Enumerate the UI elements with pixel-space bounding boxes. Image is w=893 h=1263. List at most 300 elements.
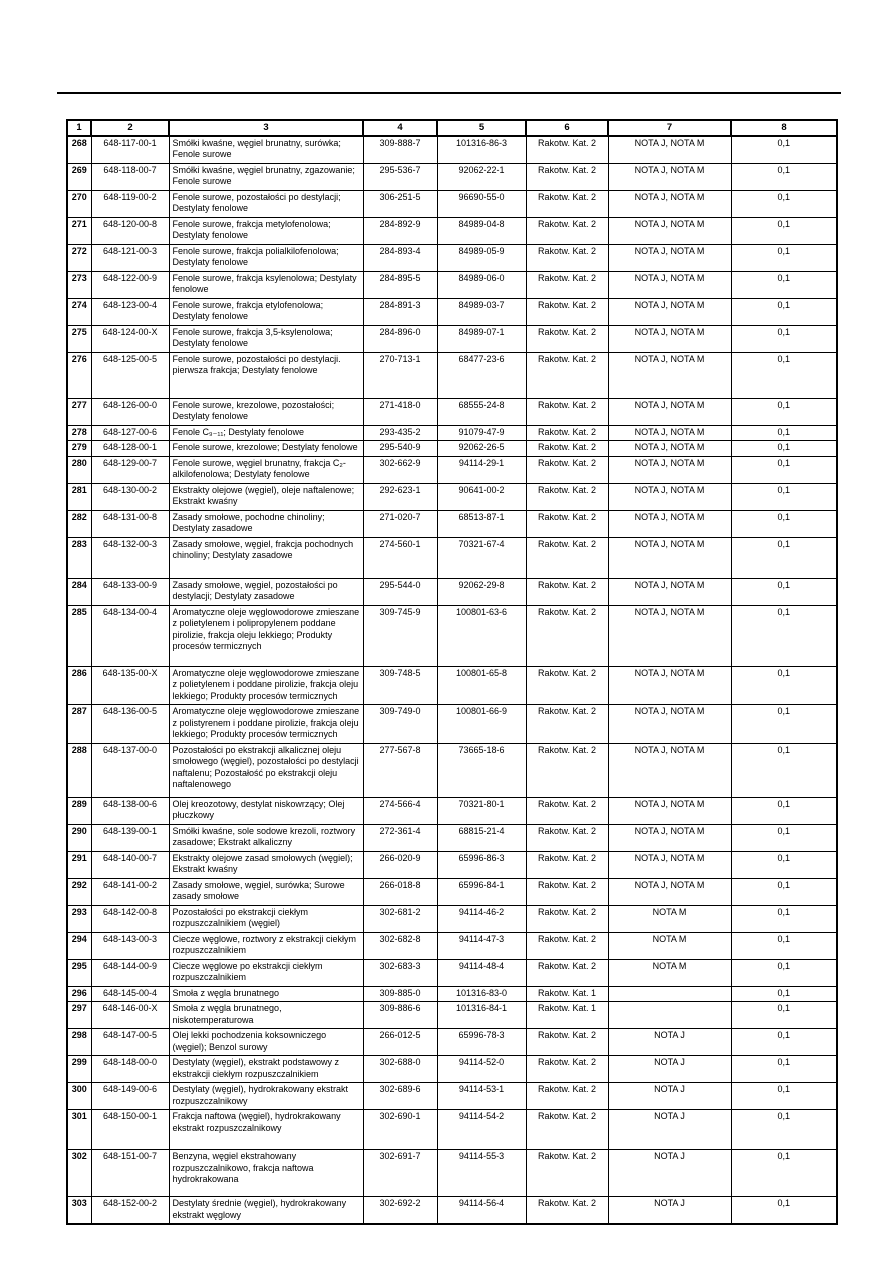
table-row [67,797,837,824]
classification: Rakotw. Kat. 2 [526,1029,608,1056]
row-number: 297 [67,1002,91,1029]
ec-number: 270-713-1 [363,352,437,398]
classification: Rakotw. Kat. 2 [526,298,608,325]
table-row [67,605,837,666]
concentration-limit: 0,1 [731,163,837,190]
notes: NOTA J, NOTA M [608,271,731,298]
concentration-limit: 0,1 [731,705,837,744]
index-number: 648-143-00-3 [91,932,169,959]
cas-number: 68815-21-4 [437,824,526,851]
ec-number: 274-566-4 [363,797,437,824]
concentration-limit: 0,1 [731,824,837,851]
index-number: 648-119-00-2 [91,190,169,217]
index-number: 648-144-00-9 [91,959,169,986]
cas-number: 96690-55-0 [437,190,526,217]
table-row [67,705,837,744]
classification: Rakotw. Kat. 2 [526,743,608,797]
row-number: 292 [67,878,91,905]
ec-number: 271-020-7 [363,510,437,537]
table-header [67,120,837,136]
row-number: 286 [67,666,91,705]
notes: NOTA M [608,905,731,932]
ec-number: 302-692-2 [363,1197,437,1225]
classification: Rakotw. Kat. 1 [526,1002,608,1029]
ec-number: 271-418-0 [363,398,437,425]
row-number: 301 [67,1110,91,1150]
row-number: 288 [67,743,91,797]
notes: NOTA J [608,1197,731,1225]
index-number: 648-131-00-8 [91,510,169,537]
notes: NOTA J, NOTA M [608,797,731,824]
table-row [67,1083,837,1110]
substances-table [66,119,838,1225]
cas-number: 68555-24-8 [437,398,526,425]
substance-name: Olej lekki pochodzenia koksowniczego (węgiel); Benzol surowy [169,1029,363,1056]
concentration-limit: 0,1 [731,932,837,959]
table-row [67,298,837,325]
column-header: 6 [526,120,608,136]
concentration-limit: 0,1 [731,190,837,217]
index-number: 648-121-00-3 [91,244,169,271]
table-row [67,398,837,425]
index-number: 648-125-00-5 [91,352,169,398]
table-row [67,1197,837,1225]
substance-name: Fenole surowe, frakcja etylofenolowa; Destylaty fenolowe [169,298,363,325]
table-row [67,666,837,705]
notes: NOTA J, NOTA M [608,425,731,441]
concentration-limit: 0,1 [731,537,837,578]
index-number: 648-123-00-4 [91,298,169,325]
substance-name: Ekstrakty olejowe zasad smołowych (węgiel); Ekstrakt kwaśny [169,851,363,878]
ec-number: 292-623-1 [363,483,437,510]
index-number: 648-130-00-2 [91,483,169,510]
notes: NOTA J, NOTA M [608,605,731,666]
column-header: 2 [91,120,169,136]
index-number: 648-141-00-2 [91,878,169,905]
cas-number: 92062-29-8 [437,578,526,605]
classification: Rakotw. Kat. 2 [526,325,608,352]
notes: NOTA J, NOTA M [608,441,731,457]
notes: NOTA J, NOTA M [608,510,731,537]
table-row [67,217,837,244]
column-header: 1 [67,120,91,136]
cas-number: 70321-80-1 [437,797,526,824]
notes: NOTA J [608,1056,731,1083]
substance-name: Fenole surowe, frakcja polialkilofenolowa; Destylaty fenolowe [169,244,363,271]
notes: NOTA J, NOTA M [608,298,731,325]
index-number: 648-129-00-7 [91,456,169,483]
ec-number: 302-690-1 [363,1110,437,1150]
table-row [67,1150,837,1197]
classification: Rakotw. Kat. 2 [526,666,608,705]
ec-number: 309-745-9 [363,605,437,666]
cas-number: 84989-06-0 [437,271,526,298]
table-row [67,1029,837,1056]
table-row [67,456,837,483]
classification: Rakotw. Kat. 2 [526,352,608,398]
classification: Rakotw. Kat. 2 [526,605,608,666]
notes [608,986,731,1002]
notes: NOTA J, NOTA M [608,851,731,878]
cas-number: 90641-00-2 [437,483,526,510]
cas-number: 94114-53-1 [437,1083,526,1110]
classification: Rakotw. Kat. 2 [526,878,608,905]
cas-number: 92062-22-1 [437,163,526,190]
notes: NOTA J [608,1150,731,1197]
classification: Rakotw. Kat. 2 [526,1083,608,1110]
classification: Rakotw. Kat. 2 [526,851,608,878]
substance-name: Smoła z węgla brunatnego [169,986,363,1002]
notes: NOTA J, NOTA M [608,824,731,851]
classification: Rakotw. Kat. 2 [526,483,608,510]
classification: Rakotw. Kat. 2 [526,163,608,190]
substance-name: Ciecze węglowe po ekstrakcji ciekłym rozpuszczalnikiem [169,959,363,986]
index-number: 648-133-00-9 [91,578,169,605]
ec-number: 309-888-7 [363,136,437,164]
cas-number: 68477-23-6 [437,352,526,398]
index-number: 648-126-00-0 [91,398,169,425]
row-number: 280 [67,456,91,483]
substance-name: Zasady smołowe, węgiel, surówka; Surowe zasady smołowe [169,878,363,905]
table-row [67,244,837,271]
table-row [67,325,837,352]
table-row [67,1056,837,1083]
notes: NOTA J, NOTA M [608,666,731,705]
substance-name: Zasady smołowe, węgiel, pozostałości po destylacji; Destylaty zasadowe [169,578,363,605]
cas-number: 65996-78-3 [437,1029,526,1056]
classification: Rakotw. Kat. 2 [526,797,608,824]
row-number: 302 [67,1150,91,1197]
notes: NOTA J, NOTA M [608,325,731,352]
ec-number: 309-748-5 [363,666,437,705]
concentration-limit: 0,1 [731,878,837,905]
concentration-limit: 0,1 [731,1197,837,1225]
row-number: 289 [67,797,91,824]
substance-name: Smółki kwaśne, węgiel brunatny, surówka; Fenole surowe [169,136,363,164]
concentration-limit: 0,1 [731,1029,837,1056]
concentration-limit: 0,1 [731,510,837,537]
index-number: 648-146-00-X [91,1002,169,1029]
concentration-limit: 0,1 [731,1083,837,1110]
substance-name: Ciecze węglowe, roztwory z ekstrakcji ciekłym rozpuszczalnikiem [169,932,363,959]
ec-number: 302-682-8 [363,932,437,959]
index-number: 648-122-00-9 [91,271,169,298]
notes: NOTA J, NOTA M [608,483,731,510]
substance-name: Fenole surowe, frakcja metylofenolowa; Destylaty fenolowe [169,217,363,244]
substance-name: Fenole surowe, pozostałości po destylacji; Destylaty fenolowe [169,190,363,217]
table-row [67,905,837,932]
substance-name: Frakcja naftowa (węgiel), hydrokrakowany ekstrakt rozpuszczalnikowy [169,1110,363,1150]
table-row [67,537,837,578]
substance-name: Fenole surowe, krezolowe; Destylaty fenolowe [169,441,363,457]
row-number: 285 [67,605,91,666]
concentration-limit: 0,1 [731,425,837,441]
ec-number: 284-896-0 [363,325,437,352]
classification: Rakotw. Kat. 2 [526,959,608,986]
substance-name: Fenole C₉₋₁₁; Destylaty fenolowe [169,425,363,441]
table-row [67,483,837,510]
substance-name: Zasady smołowe, pochodne chinoliny; Destylaty zasadowe [169,510,363,537]
notes [608,1002,731,1029]
cas-number: 100801-66-9 [437,705,526,744]
ec-number: 284-891-3 [363,298,437,325]
row-number: 269 [67,163,91,190]
table-row [67,824,837,851]
notes: NOTA J, NOTA M [608,244,731,271]
concentration-limit: 0,1 [731,605,837,666]
concentration-limit: 0,1 [731,456,837,483]
index-number: 648-148-00-0 [91,1056,169,1083]
column-header: 4 [363,120,437,136]
classification: Rakotw. Kat. 2 [526,271,608,298]
concentration-limit: 0,1 [731,483,837,510]
notes: NOTA M [608,932,731,959]
index-number: 648-135-00-X [91,666,169,705]
ec-number: 302-683-3 [363,959,437,986]
concentration-limit: 0,1 [731,352,837,398]
table-row [67,932,837,959]
classification: Rakotw. Kat. 2 [526,1110,608,1150]
index-number: 648-124-00-X [91,325,169,352]
ec-number: 266-012-5 [363,1029,437,1056]
concentration-limit: 0,1 [731,1056,837,1083]
concentration-limit: 0,1 [731,217,837,244]
classification: Rakotw. Kat. 2 [526,1197,608,1225]
row-number: 275 [67,325,91,352]
substance-name: Fenole surowe, krezolowe, pozostałości; Destylaty fenolowe [169,398,363,425]
substance-name: Smółki kwaśne, sole sodowe krezoli, roztwory zasadowe; Ekstrakt alkaliczny [169,824,363,851]
concentration-limit: 0,1 [731,1110,837,1150]
cas-number: 84989-04-8 [437,217,526,244]
concentration-limit: 0,1 [731,244,837,271]
cas-number: 84989-03-7 [437,298,526,325]
cas-number: 84989-07-1 [437,325,526,352]
table-row [67,1002,837,1029]
cas-number: 101316-83-0 [437,986,526,1002]
substance-name: Aromatyczne oleje węglowodorowe zmieszane z polietylenem i poddane pirolizie, frakcja oleju lekkiego; Produkty procesów termicznych [169,666,363,705]
row-number: 274 [67,298,91,325]
ec-number: 284-895-5 [363,271,437,298]
concentration-limit: 0,1 [731,398,837,425]
index-number: 648-145-00-4 [91,986,169,1002]
ec-number: 302-681-2 [363,905,437,932]
row-number: 303 [67,1197,91,1225]
cas-number: 91079-47-9 [437,425,526,441]
concentration-limit: 0,1 [731,298,837,325]
ec-number: 266-020-9 [363,851,437,878]
classification: Rakotw. Kat. 2 [526,190,608,217]
index-number: 648-136-00-5 [91,705,169,744]
ec-number: 295-544-0 [363,578,437,605]
table-row [67,986,837,1002]
substance-name: Aromatyczne oleje węglowodorowe zmieszane z polietylenem i polipropylenem poddane pirolizie, frakcja oleju lekkiego; Produkty procesów termicznych [169,605,363,666]
concentration-limit: 0,1 [731,1150,837,1197]
classification: Rakotw. Kat. 2 [526,441,608,457]
substance-name: Smoła z węgla brunatnego, niskotemperaturowa [169,1002,363,1029]
ec-number: 302-691-7 [363,1150,437,1197]
index-number: 648-137-00-0 [91,743,169,797]
table-row [67,510,837,537]
classification: Rakotw. Kat. 2 [526,932,608,959]
substance-name: Aromatyczne oleje węglowodorowe zmieszane z polistyrenem i poddane pirolizie, frakcja oleju lekkiego; Produkty procesów termicznych [169,705,363,744]
substance-name: Destylaty (węgiel), hydrokrakowany ekstrakt rozpuszczalnikowy [169,1083,363,1110]
row-number: 298 [67,1029,91,1056]
concentration-limit: 0,1 [731,959,837,986]
ec-number: 272-361-4 [363,824,437,851]
concentration-limit: 0,1 [731,136,837,164]
concentration-limit: 0,1 [731,797,837,824]
row-number: 278 [67,425,91,441]
classification: Rakotw. Kat. 2 [526,578,608,605]
index-number: 648-120-00-8 [91,217,169,244]
cas-number: 100801-63-6 [437,605,526,666]
cas-number: 94114-52-0 [437,1056,526,1083]
cas-number: 94114-29-1 [437,456,526,483]
cas-number: 65996-84-1 [437,878,526,905]
ec-number: 295-540-9 [363,441,437,457]
column-header: 5 [437,120,526,136]
row-number: 283 [67,537,91,578]
table-row [67,271,837,298]
row-number: 296 [67,986,91,1002]
classification: Rakotw. Kat. 2 [526,537,608,578]
index-number: 648-147-00-5 [91,1029,169,1056]
ec-number: 302-662-9 [363,456,437,483]
substance-name: Fenole surowe, węgiel brunatny, frakcja C₂-alkilofenolowa; Destylaty fenolowe [169,456,363,483]
table-row [67,851,837,878]
table-row [67,578,837,605]
index-number: 648-134-00-4 [91,605,169,666]
row-number: 294 [67,932,91,959]
ec-number: 309-885-0 [363,986,437,1002]
table-row [67,352,837,398]
cas-number: 94114-54-2 [437,1110,526,1150]
notes: NOTA J, NOTA M [608,136,731,164]
concentration-limit: 0,1 [731,666,837,705]
substance-name: Pozostałości po ekstrakcji alkalicznej oleju smołowego (węgiel), pozostałości po destylacji naftalenu; Pozostałość po ekstrakcji oleju naftalenowego [169,743,363,797]
index-number: 648-118-00-7 [91,163,169,190]
concentration-limit: 0,1 [731,1002,837,1029]
table-header-row [67,120,837,136]
classification: Rakotw. Kat. 2 [526,510,608,537]
concentration-limit: 0,1 [731,986,837,1002]
cas-number: 94114-46-2 [437,905,526,932]
cas-number: 101316-84-1 [437,1002,526,1029]
table-row [67,163,837,190]
table-row [67,441,837,457]
index-number: 648-127-00-6 [91,425,169,441]
notes: NOTA J, NOTA M [608,352,731,398]
row-number: 276 [67,352,91,398]
concentration-limit: 0,1 [731,578,837,605]
index-number: 648-132-00-3 [91,537,169,578]
substance-name: Fenole surowe, pozostałości po destylacji. pierwsza frakcja; Destylaty fenolowe [169,352,363,398]
notes: NOTA M [608,959,731,986]
cas-number: 70321-67-4 [437,537,526,578]
classification: Rakotw. Kat. 1 [526,986,608,1002]
row-number: 281 [67,483,91,510]
row-number: 290 [67,824,91,851]
ec-number: 306-251-5 [363,190,437,217]
index-number: 648-138-00-6 [91,797,169,824]
cas-number: 68513-87-1 [437,510,526,537]
table-row [67,878,837,905]
notes: NOTA J, NOTA M [608,578,731,605]
index-number: 648-152-00-2 [91,1197,169,1225]
table-row [67,743,837,797]
cas-number: 94114-55-3 [437,1150,526,1197]
notes: NOTA J, NOTA M [608,190,731,217]
cas-number: 73665-18-6 [437,743,526,797]
classification: Rakotw. Kat. 2 [526,1056,608,1083]
row-number: 299 [67,1056,91,1083]
notes: NOTA J [608,1083,731,1110]
ec-number: 284-893-4 [363,244,437,271]
notes: NOTA J, NOTA M [608,743,731,797]
ec-number: 266-018-8 [363,878,437,905]
index-number: 648-151-00-7 [91,1150,169,1197]
column-header: 7 [608,120,731,136]
ec-number: 277-567-8 [363,743,437,797]
substance-name: Destylaty średnie (węgiel), hydrokrakowany ekstrakt węglowy [169,1197,363,1225]
substance-name: Olej kreozotowy, destylat niskowrzący; Olej płuczkowy [169,797,363,824]
row-number: 268 [67,136,91,164]
classification: Rakotw. Kat. 2 [526,1150,608,1197]
classification: Rakotw. Kat. 2 [526,398,608,425]
notes: NOTA J, NOTA M [608,398,731,425]
cas-number: 84989-05-9 [437,244,526,271]
row-number: 300 [67,1083,91,1110]
row-number: 284 [67,578,91,605]
table-row [67,190,837,217]
ec-number: 284-892-9 [363,217,437,244]
index-number: 648-140-00-7 [91,851,169,878]
ec-number: 295-536-7 [363,163,437,190]
cas-number: 92062-26-5 [437,441,526,457]
table-row [67,425,837,441]
index-number: 648-117-00-1 [91,136,169,164]
substance-name: Destylaty (węgiel), ekstrakt podstawowy z ekstrakcji ciekłym rozpuszczalnikiem [169,1056,363,1083]
ec-number: 293-435-2 [363,425,437,441]
row-number: 270 [67,190,91,217]
notes: NOTA J, NOTA M [608,878,731,905]
cas-number: 94114-48-4 [437,959,526,986]
ec-number: 309-749-0 [363,705,437,744]
substance-name: Zasady smołowe, węgiel, frakcja pochodnych chinoliny; Destylaty zasadowe [169,537,363,578]
column-header: 3 [169,120,363,136]
classification: Rakotw. Kat. 2 [526,905,608,932]
classification: Rakotw. Kat. 2 [526,705,608,744]
row-number: 277 [67,398,91,425]
index-number: 648-149-00-6 [91,1083,169,1110]
substance-name: Smółki kwaśne, węgiel brunatny, zgazowanie; Fenole surowe [169,163,363,190]
cas-number: 94114-47-3 [437,932,526,959]
row-number: 282 [67,510,91,537]
notes: NOTA J [608,1110,731,1150]
substance-name: Ekstrakty olejowe (węgiel), oleje naftalenowe; Ekstrakt kwaśny [169,483,363,510]
concentration-limit: 0,1 [731,743,837,797]
concentration-limit: 0,1 [731,325,837,352]
notes: NOTA J, NOTA M [608,163,731,190]
classification: Rakotw. Kat. 2 [526,456,608,483]
notes: NOTA J [608,1029,731,1056]
column-header: 8 [731,120,837,136]
row-number: 271 [67,217,91,244]
table-row [67,1110,837,1150]
index-number: 648-139-00-1 [91,824,169,851]
row-number: 279 [67,441,91,457]
substance-name: Pozostałości po ekstrakcji ciekłym rozpuszczalnikiem (węgiel) [169,905,363,932]
